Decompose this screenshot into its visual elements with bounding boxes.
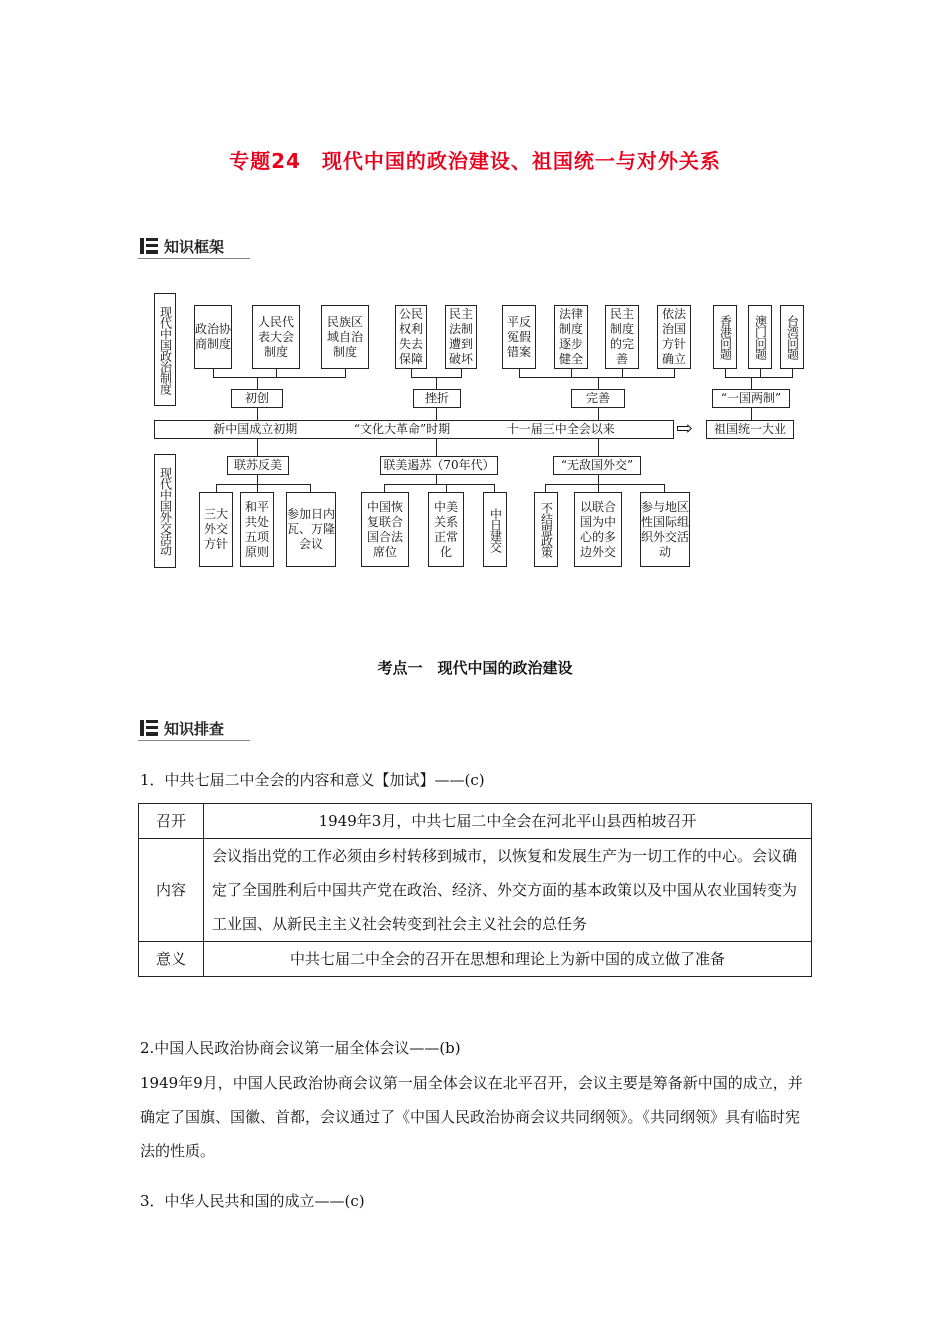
section-label: 知识排查 <box>164 720 225 738</box>
timeline-period: 新中国成立初期 <box>213 422 298 436</box>
timeline-bar <box>154 420 674 439</box>
box-top-item: 民主法制遭到破坏 <box>445 305 477 369</box>
box-top-item: 法律制度逐步健全 <box>554 305 588 369</box>
box-bottom-item: 中国恢复联合国合法席位 <box>361 492 409 567</box>
box-bottom-item: 参与地区性国际组织外交活动 <box>640 492 690 567</box>
box-bottom-item: 中美关系正常化 <box>428 492 464 567</box>
box-bottom-item: 中日建交 <box>483 492 507 567</box>
box-top-item: 民主制度的完善 <box>605 305 639 369</box>
kaodian-heading: 考点一 现代中国的政治建设 <box>377 659 573 677</box>
item1-heading: 1．中共七届二中全会的内容和意义【加试】——(c) <box>140 771 485 789</box>
section-label: 知识框架 <box>164 238 225 256</box>
timeline-period: “文化大革命”时期 <box>353 422 451 436</box>
table-row <box>139 804 812 839</box>
box-bottom-item: 三大外交方针 <box>199 492 233 567</box>
box-diplomacy: 现代中国外交活动 <box>154 454 176 568</box>
timeline-period: 十一届三中全会以来 <box>506 422 615 436</box>
box-top-item: 平反冤假错案 <box>502 305 536 369</box>
box-top-item: 台湾问题 <box>780 305 804 369</box>
label-setback: 挫折 <box>413 389 461 408</box>
box-reunification: 祖国统一大业 <box>706 420 794 439</box>
table-value: 会议指出党的工作必须由乡村转移到城市，以恢复和发展生产为一切工作的中心。会议确定了全国胜利后中国共产党在政治、经济、外交方面的基本政策以及中国从农业国转变为工业国、从新民主主义社会转变到社会主义社会的总任务 <box>204 839 812 942</box>
box-top-item: 香港问题 <box>713 305 737 369</box>
table-key: 召开 <box>139 804 204 839</box>
item3-heading: 3．中华人民共和国的成立——(c) <box>140 1192 365 1210</box>
section-header-review <box>138 718 250 741</box>
table-key: 内容 <box>139 839 204 942</box>
box-top-item: 民族区域自治制度 <box>321 305 369 369</box>
box-bottom-item: 以联合国为中心的多边外交 <box>574 492 622 567</box>
box-bottom-item: 和平共处五项原则 <box>240 492 274 567</box>
table-row <box>139 839 812 942</box>
label-one-country: “一国两制” <box>712 389 790 408</box>
box-bottom-item: 不结盟政策 <box>534 492 558 567</box>
table-value: 1949年3月，中共七届二中全会在河北平山县西柏坡召开 <box>204 804 812 839</box>
box-top-item: 政治协商制度 <box>194 305 232 369</box>
table-value: 中共七届二中全会的召开在思想和理论上为新中国的成立做了准备 <box>204 942 812 977</box>
label-alliance-us: 联美遏苏（70年代） <box>380 456 498 475</box>
label-no-enemy: “无敌国外交” <box>553 456 641 475</box>
session-table <box>138 803 812 977</box>
label-improve: 完善 <box>571 389 625 408</box>
item2-heading: 2.中国人民政治协商会议第一届全体会议——(b) <box>140 1039 461 1057</box>
box-top-item: 公民权利失去保障 <box>395 305 427 369</box>
box-top-item: 依法治国方针确立 <box>657 305 691 369</box>
page-title: 专题24 现代中国的政治建设、祖国统一与对外关系 <box>229 149 721 173</box>
arrow-right-icon: ⇨ <box>676 416 693 440</box>
table-row <box>139 942 812 977</box>
box-top-item: 澳门问题 <box>748 305 772 369</box>
knowledge-framework-diagram <box>0 0 950 600</box>
item2-body: 1949年9月，中国人民政治协商会议第一届全体会议在北平召开，会议主要是筹备新中国的成立，并确定了国旗、国徽、首都，会议通过了《中国人民政治协商会议共同纲领》。《共同纲领》具有临时宪法的性质。 <box>140 1074 803 1160</box>
label-alliance-ussr: 联苏反美 <box>227 456 289 475</box>
table-key: 意义 <box>139 942 204 977</box>
label-founding: 初创 <box>231 389 283 408</box>
box-bottom-item: 参加日内瓦、万隆会议 <box>286 492 336 567</box>
box-political-system: 现代中国政治制度 <box>154 293 176 406</box>
section-bars-icon <box>140 720 158 736</box>
box-top-item: 人民代表大会制度 <box>252 305 300 369</box>
